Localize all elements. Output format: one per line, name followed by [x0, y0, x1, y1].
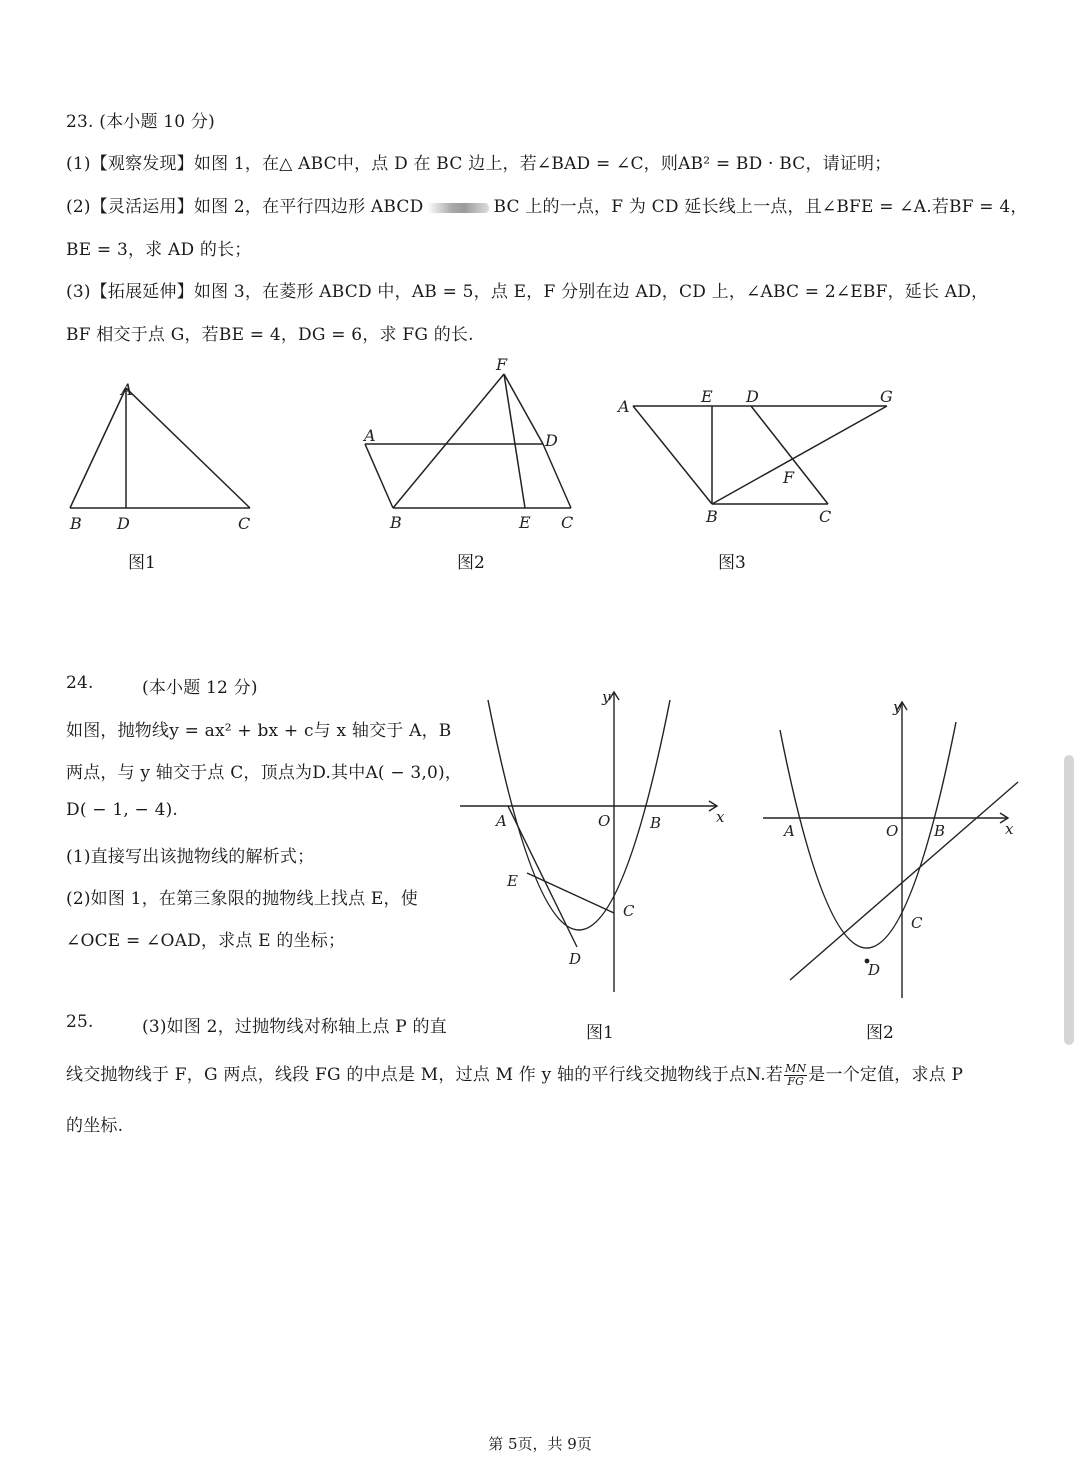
q24-line2: 两点，与 y 轴交于点 C，顶点为D.其中A( − 3,0)， [66, 763, 463, 783]
label-a: A [784, 822, 795, 840]
label-c: C [623, 902, 635, 920]
label-e: E [519, 513, 531, 532]
segment-ad [508, 806, 577, 947]
label-f: F [496, 355, 508, 374]
segment-dc [543, 444, 571, 508]
q23-part3-line2: BF 相交于点 G，若BE = 4，DG = 6，求 FG 的长. [66, 325, 474, 345]
q25-line1: (3)如图 2，过抛物线对称轴上点 P 的直 [142, 1017, 447, 1037]
fraction-numerator: MN [785, 1062, 807, 1075]
label-c: C [561, 513, 574, 532]
segment-ac [126, 388, 250, 508]
label-c: C [238, 514, 251, 533]
label-y: y [893, 698, 902, 716]
label-b: B [390, 513, 402, 532]
scrollbar-thumb[interactable] [1064, 755, 1074, 1045]
segment-ab [633, 406, 712, 504]
parabola-curve [780, 722, 956, 948]
label-b: B [70, 514, 82, 533]
label-y: y [602, 688, 611, 706]
label-d: D [868, 961, 881, 979]
figure-2-caption: 图2 [457, 553, 485, 573]
segment-ab [70, 388, 126, 508]
figure-1-caption: 图1 [128, 553, 156, 573]
label-d: D [117, 514, 130, 533]
q24-line1: 如图，抛物线y = ax² + bx + c与 x 轴交于 A，B [66, 721, 452, 741]
label-b: B [650, 814, 662, 832]
parabola-figure-1-caption: 图1 [586, 1023, 614, 1043]
q24-line6: ∠OCE = ∠OAD，求点 E 的坐标； [66, 931, 346, 951]
fraction-denominator: FG [787, 1075, 805, 1088]
segment-dc [751, 406, 828, 504]
q24-line4: (1)直接写出该抛物线的解析式； [66, 847, 315, 867]
label-x: x [1005, 820, 1014, 838]
page-footer: 第 5页，共 9页 [488, 1435, 592, 1453]
label-e: E [701, 387, 713, 406]
figure-3-rhombus [615, 382, 905, 532]
label-a: A [121, 380, 133, 399]
label-b: B [934, 822, 946, 840]
segment-bg [712, 406, 887, 504]
q23-part3-line1: (3)【拓展延伸】如图 3，在菱形 ABCD 中，AB = 5，点 E，F 分别在边 AD，CD 上，∠ABC = 2∠EBF，延长 AD， [66, 282, 989, 302]
label-a: A [618, 397, 630, 416]
label-d: D [545, 431, 558, 450]
label-g: G [880, 387, 893, 406]
q25-line2-a: 线交抛物线于 F，G 两点，线段 FG 的中点是 M，过点 M 作 y 轴的平行线交抛物线于点N.若 [66, 1065, 783, 1085]
label-c: C [911, 914, 923, 932]
segment-fb [393, 374, 504, 508]
label-c: C [819, 507, 832, 526]
label-o: O [598, 812, 611, 830]
q23-part2-b: BC 上的一点，F 为 CD 延长线上一点，且∠BFE = ∠A.若BF = 4， [493, 197, 1028, 217]
label-d: D [569, 950, 582, 968]
parabola-figure-2-caption: 图2 [866, 1023, 894, 1043]
q23-part1: (1)【观察发现】如图 1，在△ ABC中，点 D 在 BC 边上，若∠BAD = ∠C，则AB² = BD · BC，请证明； [66, 154, 892, 174]
fraction-mn-over-fg [784, 1063, 807, 1088]
q24-line3: D( − 1, − 4). [66, 800, 179, 820]
label-a: A [364, 426, 376, 445]
segment-ab [365, 444, 393, 508]
q23-part2-line2: BE = 3，求 AD 的长； [66, 240, 252, 260]
blurred-text [427, 203, 489, 213]
figure-2-parallelogram [355, 352, 590, 537]
label-x: x [716, 808, 725, 826]
q23-header: 23. (本小题 10 分) [66, 112, 215, 132]
label-f: F [783, 468, 795, 487]
q23-part2-line1 [66, 192, 1028, 217]
parabola-figure-2 [760, 690, 1030, 1010]
figure-1-triangle [60, 378, 270, 538]
label-d: D [746, 387, 759, 406]
q24-header: (本小题 12 分) [142, 678, 258, 698]
label-e: E [507, 872, 518, 890]
line-through-p [790, 782, 1018, 980]
q24-line5: (2)如图 1，在第三象限的抛物线上找点 E，使 [66, 889, 418, 909]
figure-3-caption: 图3 [718, 553, 746, 573]
parabola-figure-1 [455, 680, 745, 1010]
parabola-curve [488, 700, 670, 930]
q24-number: 24. [66, 673, 94, 693]
label-b: B [706, 507, 718, 526]
label-a: A [496, 812, 507, 830]
label-o: O [886, 822, 899, 840]
q25-line3: 的坐标. [66, 1116, 124, 1136]
segment-ec [527, 873, 614, 913]
q25-line2 [66, 1060, 963, 1088]
q23-part2-a: (2)【灵活运用】如图 2，在平行四边形 ABCD [66, 197, 424, 217]
q25-number: 25. [66, 1012, 94, 1032]
q25-line2-b: 是一个定值，求点 P [808, 1065, 964, 1085]
